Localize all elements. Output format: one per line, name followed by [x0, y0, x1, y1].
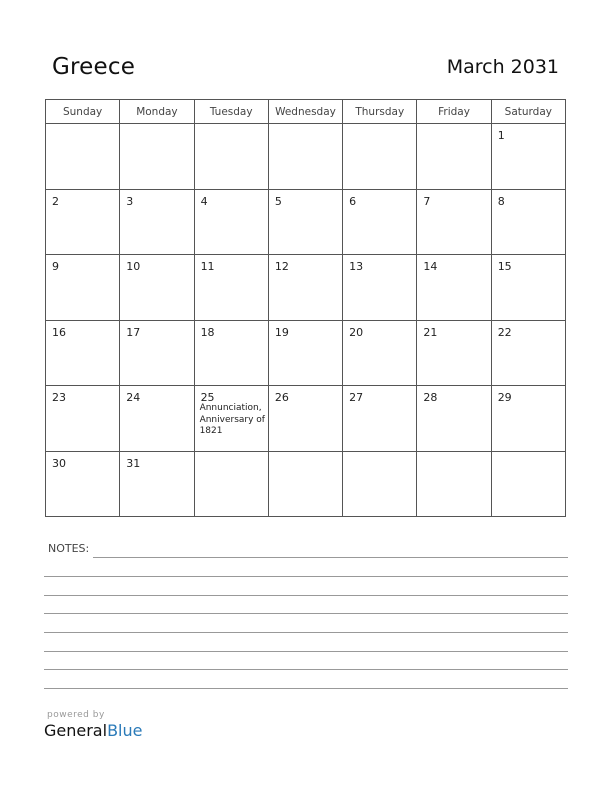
calendar-grid: [45, 99, 566, 517]
week-row: [46, 124, 566, 190]
day-number: 2: [52, 194, 59, 208]
day-cell: [268, 255, 342, 321]
day-cell: [194, 255, 268, 321]
day-cell: [343, 320, 417, 386]
empty-day-cell: [491, 451, 565, 517]
day-number: 3: [126, 194, 134, 208]
weekday-header-row: [46, 100, 566, 124]
day-cell: [194, 320, 268, 386]
day-number: 17: [126, 325, 141, 339]
day-cell: [120, 386, 194, 452]
day-number: 29: [497, 391, 512, 404]
day-cell: [120, 451, 194, 517]
weekday-friday: Friday: [417, 100, 491, 124]
day-cell: [268, 189, 342, 255]
day-number: 21: [423, 325, 438, 339]
generalblue-logo[interactable]: [44, 721, 142, 740]
weekday-tuesday: Tuesday: [194, 100, 268, 124]
day-number: 8: [497, 194, 505, 208]
week-row: [46, 189, 566, 255]
day-number: 12: [274, 260, 289, 273]
notes-line: [44, 669, 568, 670]
day-number: 28: [423, 391, 438, 404]
weekday-monday: Monday: [120, 100, 194, 124]
day-cell: [120, 255, 194, 321]
day-number: 11: [200, 260, 215, 273]
notes-line: [44, 613, 568, 614]
calendar-country-title: Greece: [52, 54, 136, 80]
week-row: [46, 451, 566, 517]
notes-line: [44, 651, 568, 652]
notes-line: [44, 576, 568, 577]
day-number: 4: [200, 194, 208, 208]
notes-line: [44, 688, 568, 689]
day-cell: [46, 451, 120, 517]
notes-line: [44, 595, 568, 596]
day-cell: [417, 320, 491, 386]
weekday-thursday: Thursday: [343, 100, 417, 124]
empty-day-cell: [46, 124, 120, 190]
day-number: 18: [200, 325, 215, 339]
day-cell: [417, 255, 491, 321]
week-row: [46, 320, 566, 386]
day-number: 19: [274, 325, 289, 339]
day-number: 22: [497, 325, 512, 339]
day-number: 26: [274, 391, 289, 404]
empty-day-cell: [268, 451, 342, 517]
day-number: 31: [126, 456, 141, 470]
day-number: 15: [497, 260, 512, 273]
notes-label: NOTES:: [48, 542, 90, 555]
empty-day-cell: [194, 451, 268, 517]
empty-day-cell: [268, 124, 342, 190]
day-number: 27: [349, 391, 364, 404]
day-number: 14: [423, 260, 438, 273]
day-number: 23: [52, 391, 66, 404]
empty-day-cell: [120, 124, 194, 190]
holiday-event: Annunciation, Anniversary of 1821: [199, 403, 265, 436]
empty-day-cell: [343, 451, 417, 517]
calendar-month-title: March 2031: [446, 56, 559, 78]
notes-line: [93, 557, 568, 558]
weekday-sunday: Sunday: [46, 100, 120, 124]
notes-line: [44, 632, 568, 633]
day-number: 1: [497, 129, 505, 142]
day-number: 20: [349, 325, 364, 339]
day-cell: [491, 320, 565, 386]
weekday-wednesday: Wednesday: [268, 100, 342, 124]
day-cell: [194, 189, 268, 255]
day-number: 25: [200, 391, 215, 404]
week-row: [46, 255, 566, 321]
empty-day-cell: [417, 451, 491, 517]
day-cell: [46, 386, 120, 452]
day-number: 10: [126, 260, 141, 273]
day-cell: [268, 320, 342, 386]
day-cell: [343, 386, 417, 452]
day-cell: [491, 189, 565, 255]
day-cell: [194, 386, 268, 452]
empty-day-cell: [417, 124, 491, 190]
day-number: 7: [423, 194, 431, 208]
day-cell: [46, 255, 120, 321]
brand-general-text: General: [44, 721, 108, 740]
day-cell: [120, 320, 194, 386]
day-cell: [120, 189, 194, 255]
day-cell: [417, 386, 491, 452]
day-cell: [46, 320, 120, 386]
day-number: 30: [52, 456, 66, 470]
day-number: 5: [274, 194, 282, 208]
day-cell: [343, 189, 417, 255]
day-cell: [417, 189, 491, 255]
day-number: 24: [126, 391, 141, 404]
empty-day-cell: [194, 124, 268, 190]
powered-by-text: powered by: [47, 710, 105, 720]
day-cell: [491, 255, 565, 321]
day-cell: [343, 255, 417, 321]
day-number: 16: [52, 325, 66, 339]
day-number: 13: [349, 260, 364, 273]
brand-blue-text: Blue: [107, 721, 143, 740]
day-cell: [491, 124, 565, 190]
day-cell: [46, 189, 120, 255]
day-cell: [268, 386, 342, 452]
day-number: 6: [349, 194, 357, 208]
day-cell: [491, 386, 565, 452]
empty-day-cell: [343, 124, 417, 190]
day-number: 9: [52, 260, 59, 273]
weekday-saturday: Saturday: [491, 100, 565, 124]
week-row: [46, 386, 566, 452]
